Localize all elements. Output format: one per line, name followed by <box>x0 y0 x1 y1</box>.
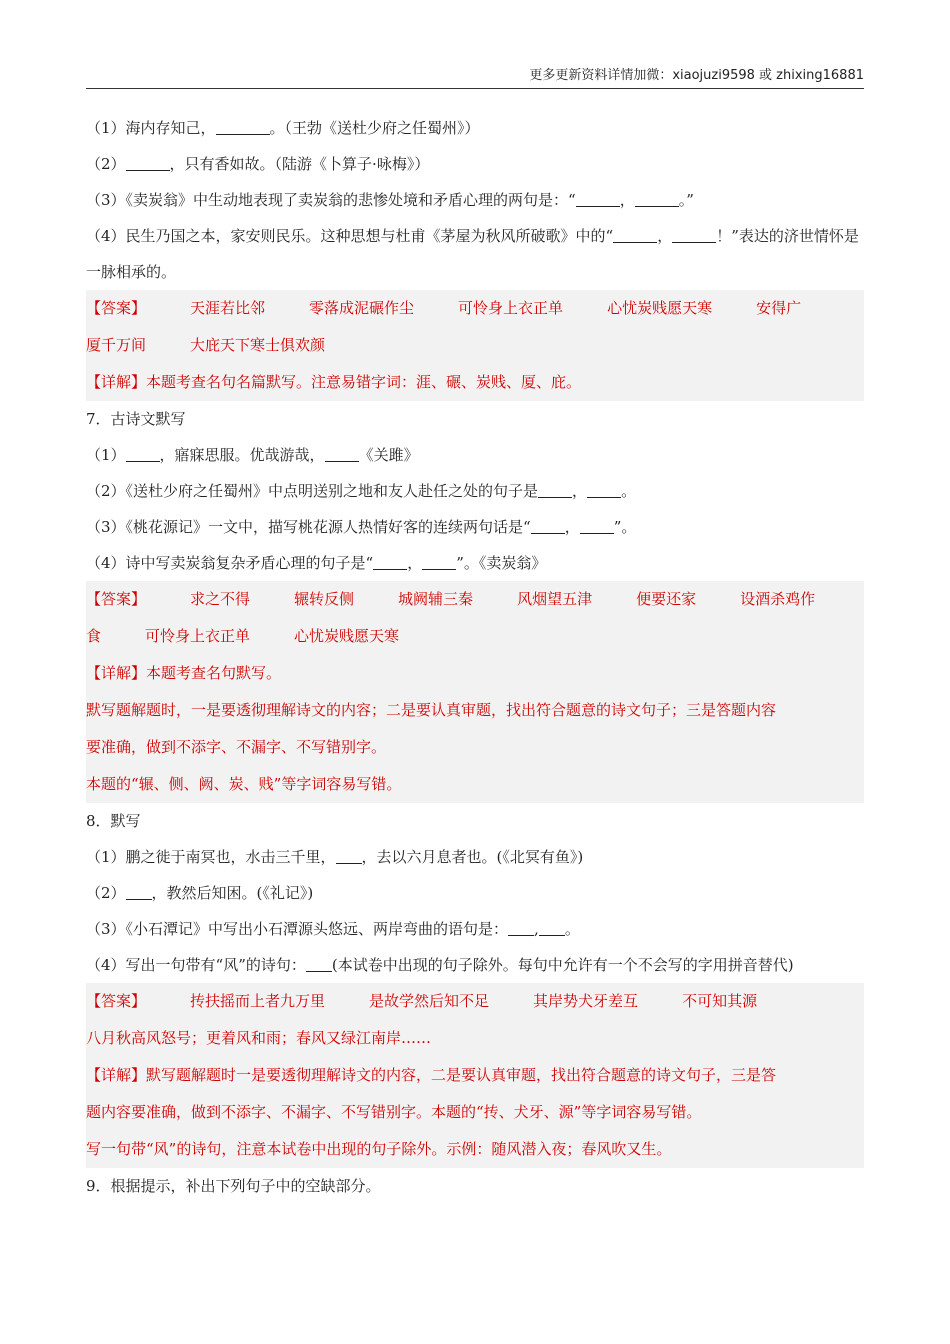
q7-line-4: （4）诗中写卖炭翁复杂矛盾心理的句子是“ ， ”。《卖炭翁》 <box>86 554 547 572</box>
answer-blank <box>576 190 620 208</box>
q8-line-1: （1）鹏之徙于南冥也，水击三千里， ，去以六月息者也。(《北冥有鱼》) <box>86 848 584 866</box>
answer-item: 便要还家 <box>636 590 697 608</box>
q8-answer-block <box>86 983 864 1168</box>
detail-text: 默写题解题时，一是要透彻理解诗文的内容；二是要认真审题，找出符合题意的诗文句子；三是答题内容 <box>86 701 777 719</box>
document-body <box>86 110 864 1204</box>
answer-blank <box>325 445 359 463</box>
page-header <box>86 64 864 89</box>
detail-text: 【详解】本题考查名句名篇默写。注意易错字词：涯、碾、炭贱、厦、庇。 <box>86 373 582 391</box>
answer-item: 零落成泥碾作尘 <box>309 299 415 317</box>
detail-text: 【详解】默写题解题时一是要透彻理解诗文的内容，二是要认真审题，找出符合题意的诗文句子，三是答 <box>86 1066 777 1084</box>
answer-row <box>86 290 864 327</box>
detail-text: 要准确，做到不添字、不漏字、不写错别字。 <box>86 738 387 756</box>
answer-blank <box>531 517 565 535</box>
answer-item: 食 <box>86 627 102 645</box>
detail-text: 本题的“辗、侧、阙、炭、贱”等字词容易写错。 <box>86 775 402 793</box>
answer-blank <box>587 481 621 499</box>
answer-item: 可怜身上衣正单 <box>458 299 564 317</box>
answer-item: 辗转反侧 <box>294 590 355 608</box>
answer-item: 求之不得 <box>190 590 251 608</box>
answer-item: 是故学然后知不足 <box>369 992 490 1010</box>
q8-line-2: （2） ，教然后知困。(《礼记》) <box>86 884 314 902</box>
answer-tag: 【答案】 <box>86 299 147 317</box>
answer-row <box>86 327 864 364</box>
answer-blank <box>539 919 565 937</box>
detail-text: 题内容要准确，做到不添字、不漏字、不写错别字。本题的“抟、犬牙、源”等字词容易写错。 <box>86 1103 702 1121</box>
answer-item: 大庇天下寒士俱欢颜 <box>190 336 326 354</box>
answer-blank <box>422 553 456 571</box>
answer-tag: 【答案】 <box>86 590 147 608</box>
answer-item: 可怜身上衣正单 <box>145 627 251 645</box>
answer-blank <box>216 118 270 136</box>
q6-answer-block <box>86 290 864 401</box>
answer-item: 抟扶摇而上者九万里 <box>190 992 326 1010</box>
answer-blank <box>613 226 657 244</box>
header-text: 更多更新资料详情加微：xiaojuzi9598 或 zhixing16881 <box>529 68 864 83</box>
q7-line-1: （1） ，寤寐思服。优哉游哉， 《关雎》 <box>86 446 419 464</box>
answer-item: 心忧炭贱愿天寒 <box>294 627 400 645</box>
answer-blank <box>672 226 716 244</box>
detail-text: 【详解】本题考查名句默写。 <box>86 664 282 682</box>
answer-tag: 【答案】 <box>86 992 147 1010</box>
answer-blank <box>306 955 332 973</box>
answer-blank <box>538 481 572 499</box>
answer-blank <box>126 154 170 172</box>
q7-answer-block <box>86 581 864 803</box>
answer-blank <box>126 883 152 901</box>
answer-row <box>86 581 864 618</box>
q8-line-3: （3）《小石潭记》中写出小石潭源头悠远、两岸弯曲的语句是： , 。 <box>86 920 580 938</box>
answer-item: 设酒杀鸡作 <box>740 590 816 608</box>
answer-item: 风烟望五津 <box>517 590 593 608</box>
q8-line-4: （4）写出一句带有“风”的诗句： (本试卷中出现的句子除外。每句中允许有一个不会写的字用拼音替代) <box>86 956 794 974</box>
answer-item: 安得广 <box>756 299 802 317</box>
answer-item: 其岸势犬牙差互 <box>533 992 639 1010</box>
answer-row <box>86 983 864 1020</box>
answer-blank <box>126 445 160 463</box>
q7-line-3: （3）《桃花源记》一文中，描写桃花源人热情好客的连续两句话是“ ， ”。 <box>86 518 637 536</box>
q6-line-3: （3）《卖炭翁》中生动地表现了卖炭翁的悲惨处境和矛盾心理的两句是：“ ， 。” <box>86 191 694 209</box>
q7-title: 7．古诗文默写 <box>86 410 186 428</box>
q7-line-2: （2）《送杜少府之任蜀州》中点明送别之地和友人赴任之处的句子是 ， 。 <box>86 482 637 500</box>
q9-title: 9．根据提示，补出下列句子中的空缺部分。 <box>86 1177 381 1195</box>
answer-row <box>86 618 864 655</box>
q6-line-1: （1）海内存知己， 。（王勃《送杜少府之任蜀州》） <box>86 119 480 137</box>
detail-text: 写一句带“风”的诗句，注意本试卷中出现的句子除外。示例：随风潜入夜；春风吹又生。 <box>86 1140 672 1158</box>
answer-blank <box>373 553 407 571</box>
answer-row: 八月秋高风怒号；更着风和雨；春风又绿江南岸…… <box>86 1029 432 1047</box>
answer-blank <box>336 847 362 865</box>
answer-item: 不可知其源 <box>682 992 758 1010</box>
answer-item: 心忧炭贱愿天寒 <box>607 299 713 317</box>
answer-blank <box>580 517 614 535</box>
answer-item: 天涯若比邻 <box>190 299 266 317</box>
answer-item: 城阙辅三秦 <box>398 590 474 608</box>
answer-blank <box>635 190 679 208</box>
q8-title: 8．默写 <box>86 812 141 830</box>
answer-blank <box>508 919 534 937</box>
q6-line-4: （4）民生乃国之本，家安则民乐。这种思想与杜甫《茅屋为秋风所破歌》中的“ ， ！”表达的济世情怀是一脉相承的。 <box>86 227 859 281</box>
answer-item: 厦千万间 <box>86 336 147 354</box>
q6-line-2: （2） ，只有香如故。（陆游《卜算子·咏梅》） <box>86 155 430 173</box>
